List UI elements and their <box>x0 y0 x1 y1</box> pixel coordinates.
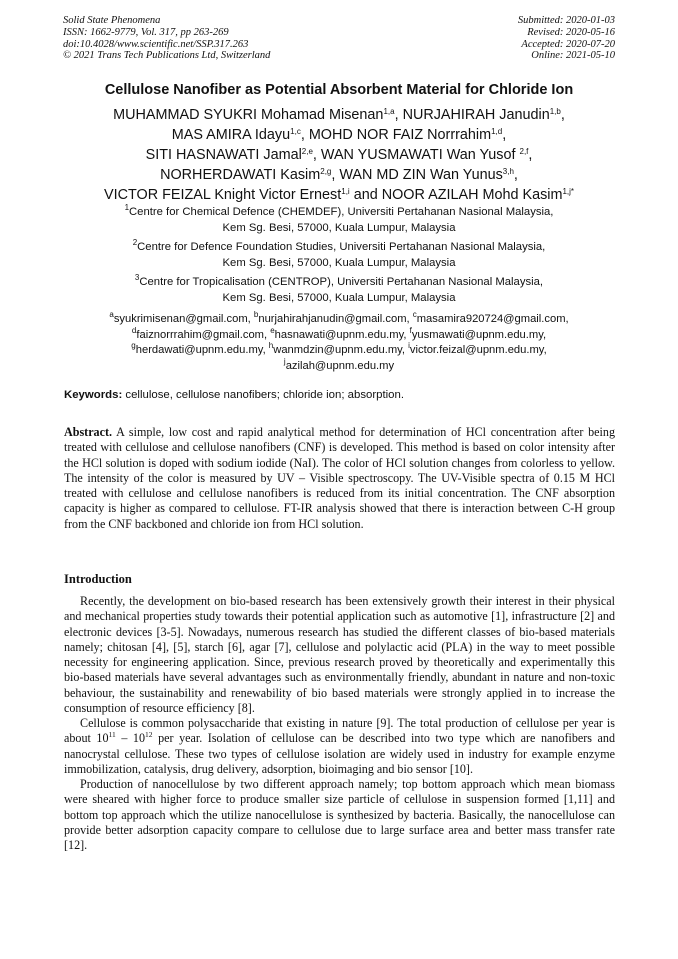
introduction-body <box>64 594 615 853</box>
journal-name: Solid State Phenomena <box>63 15 161 26</box>
author-name: WAN MD ZIN Wan Yunus <box>339 167 503 183</box>
email-marker: g <box>131 341 136 350</box>
email-marker: i <box>408 341 410 350</box>
email-address[interactable]: nurjahirahjanudin@gmail.com, <box>258 313 410 325</box>
email-line <box>50 325 628 344</box>
email-marker: f <box>409 325 412 335</box>
affiliation-number: 2 <box>132 238 138 247</box>
paragraph <box>64 716 615 777</box>
affiliation-3 <box>60 275 618 306</box>
email-marker: b <box>253 310 259 319</box>
paragraph: Production of nanocellulose by two different approach namely; top bottom approach which mean biomass were sheared with higher force to produce smaller size particle of cellulose in suspension formed [1,11] and bottom top approach which the utilize nanocellulose is synthesized by bacteria. Basically, the nanocellulose can provide better adsorption capacity compare to cellulose due to large surface area and better mass transfer rate [12]. <box>64 777 615 852</box>
author-name: NORHERDAWATI Kasim <box>160 167 321 183</box>
author-affil: 1,j* <box>562 187 575 196</box>
affiliation-line: Centre for Defence Foundation Studies, Universiti Pertahanan Nasional Malaysia, <box>137 241 546 253</box>
author-affil: 3,h <box>502 167 514 176</box>
paragraph: Recently, the development on bio-based research has been extensively growth their interest in their physical and mechanical properties study towards their potential application such as automotive [1], infrastructure [2] and electronic devices [3-5]. Nowadays, numerous research has studied the different classes of bio-based materials namely; chitosan [4], [5], starch [6], agar [7], cellulose and polylactic acid (PLA) in the way to meet possible necessity for engineering application. Since, previous research proved by theoretically and experimentally this bio-based materials have several advantages such as environmentally friendly, abundant in nature and non-toxic behaviour, the sustainability and renewability of bio based materials were strongly applied in to increase the consumption of resource efficiency [8]. <box>64 594 615 715</box>
author-affil: 2,e <box>301 147 313 156</box>
email-address[interactable]: hasnawati@upnm.edu.my, <box>274 328 407 341</box>
section-heading-introduction: Introduction <box>64 572 132 586</box>
journal-info <box>63 15 270 62</box>
email-address[interactable]: wanmdzin@upnm.edu.my, <box>273 344 406 356</box>
email-marker: j <box>283 356 286 366</box>
author-affil: 1,b <box>549 107 561 116</box>
email-marker: c <box>412 310 417 319</box>
email-list <box>50 312 628 374</box>
journal-doi: doi:10.4028/www.scientific.net/SSP.317.263 <box>63 38 249 50</box>
author-name: NOOR AZILAH Mohd Kasim <box>381 187 563 203</box>
email-address[interactable]: victor.feizal@upnm.edu.my, <box>409 344 547 356</box>
affiliation-number: 3 <box>134 273 140 282</box>
author-name: SITI HASNAWATI Jamal <box>145 147 302 163</box>
author-affil: 1,a <box>383 107 395 116</box>
abstract <box>64 425 615 532</box>
author-name: WAN YUSMAWATI Wan Yusof <box>320 147 516 163</box>
paragraph-text: per year. Isolation of cellulose can be described into two type which are nanofibers and nanocrystal cellulose. These two types of cellulose isolation are widely used in industry for example enzyme immobilization, catalysis, drug delivery, adsorption, bioimaging and bio sensor [10]. <box>64 731 615 776</box>
author-list <box>30 105 648 205</box>
email-address[interactable]: syukrimisenan@gmail.com, <box>113 313 251 325</box>
affiliation-number: 1 <box>124 203 130 212</box>
author-affil: 1,c <box>290 127 301 136</box>
date-revised: Revised: 2020-05-16 <box>527 26 615 38</box>
keywords-label: Keywords: <box>64 389 123 401</box>
date-submitted: Submitted: 2020-01-03 <box>517 15 615 26</box>
email-line <box>50 356 628 375</box>
email-marker: a <box>109 310 114 319</box>
author-name: MOHD NOR FAIZ Norrrahim <box>308 127 492 143</box>
author-line: MUHAMMAD SYUKRI Mohamad Misenan$^{1,a}$, NURJAHIRAH Janudin$^{1,b}$, <box>113 107 565 123</box>
paragraph-text: – 10 <box>115 731 146 746</box>
author-name: MUHAMMAD SYUKRI Mohamad Misenan <box>113 107 384 123</box>
author-line: NORHERDAWATI Kasim$^{2,g}$, WAN MD ZIN Wan Yunus$^{3,h}$, <box>160 167 518 183</box>
submission-dates <box>518 15 615 62</box>
exponent: 11 <box>108 730 116 740</box>
journal-copyright: © 2021 Trans Tech Publications Ltd, Switzerland <box>63 50 271 62</box>
affiliation-line: Kem Sg. Besi, 57000, Kuala Lumpur, Malaysia <box>222 291 456 304</box>
author-line: MAS AMIRA Idayu$^{1,c}$, MOHD NOR FAIZ Norrrahim$^{1,d}$, <box>171 127 507 143</box>
author-line: SITI HASNAWATI Jamal$^{2,e}$, WAN YUSMAWATI Wan Yusof $^{2,f}$, <box>145 147 533 163</box>
author-affil: 2,g <box>320 167 332 176</box>
affiliation-line: Kem Sg. Besi, 57000, Kuala Lumpur, Malaysia <box>222 221 456 234</box>
date-online: Online: 2021-05-10 <box>531 50 615 62</box>
author-line <box>30 185 648 205</box>
email-marker: e <box>270 325 275 335</box>
author-name: MAS AMIRA Idayu <box>171 127 291 143</box>
exponent: 12 <box>145 730 153 740</box>
email-marker: h <box>268 341 274 350</box>
abstract-text: A simple, low cost and rapid analytical method for determination of HCl concentration after being treated with cellulose and cellulose nanofibers (CNF) is developed. This method is based on color intensity after the HCl solution is doped with sodium iodide (NaI). The color of HCl solution changes from colorless to yellow. The intensity of the color is measured by UV – Visible spectroscopy. The UV-Visible spectra of 0.15 M HCl treated with cellulose and cellulose nanofibers is reduced from its initial concentration. The CNF absorption capacity is higher as compared to cellulose. FT-IR analysis showed that there is interaction between C-H group from the CNF backboned and chloride ion from HCl solution. <box>64 425 616 531</box>
affiliation-line: Kem Sg. Besi, 57000, Kuala Lumpur, Malaysia <box>222 256 456 269</box>
affiliation-1 <box>60 205 618 236</box>
affiliation-2 <box>60 240 618 271</box>
email-address[interactable]: masamira920724@gmail.com, <box>416 313 569 325</box>
affiliation-line: Centre for Tropicalisation (CENTROP), Universiti Pertahanan Nasional Malaysia, <box>139 276 544 288</box>
and-word: and <box>353 187 378 203</box>
date-accepted: Accepted: 2020-07-20 <box>521 38 615 50</box>
email-line <box>50 312 628 328</box>
email-address[interactable]: herdawati@upnm.edu.my, <box>135 344 266 356</box>
email-marker: d <box>131 325 137 335</box>
author-name: NURJAHIRAH Janudin <box>402 107 550 123</box>
email-address[interactable]: azilah@upnm.edu.my <box>285 359 395 372</box>
journal-issn: ISSN: 1662-9779, Vol. 317, pp 263-269 <box>63 26 229 38</box>
author-affil: 1,i <box>341 187 350 196</box>
keywords <box>64 389 615 401</box>
paper-title: Cellulose Nanofiber as Potential Absorbent Material for Chloride Ion <box>104 82 574 98</box>
keywords-text: cellulose, cellulose nanofibers; chloride ion; absorption. <box>125 389 405 401</box>
email-address[interactable]: yusmawati@upnm.edu.my, <box>411 328 547 341</box>
paragraph-text: Cellulose is common polysaccharide that existing in nature [9]. The total production of cellulose per year is about 10 <box>64 716 615 746</box>
author-affil: 2,f <box>519 147 529 156</box>
author-affil: 1,d <box>491 127 503 136</box>
email-address[interactable]: faiznorrrahim@gmail.com, <box>136 328 268 341</box>
affiliation-line: Centre for Chemical Defence (CHEMDEF), Universiti Pertahanan Nasional Malaysia, <box>129 206 554 218</box>
author-name: VICTOR FEIZAL Knight Victor Ernest <box>103 187 342 203</box>
email-line <box>50 343 628 359</box>
abstract-label: Abstract. <box>64 425 113 439</box>
